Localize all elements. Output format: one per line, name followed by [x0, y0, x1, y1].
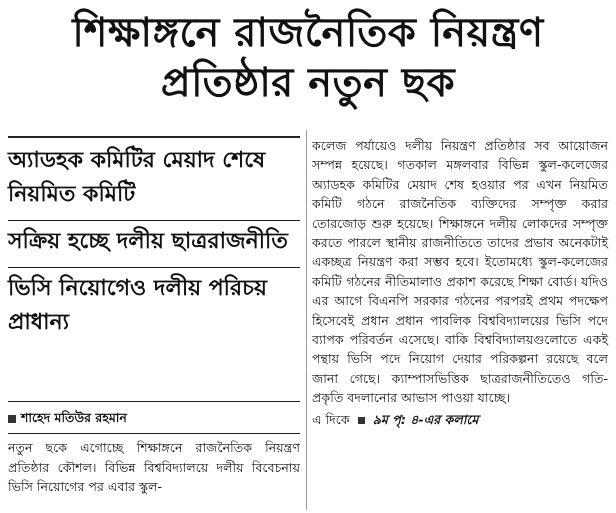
body-paragraph: কলেজ পর্যায়েও দলীয় নিয়ন্ত্রণ প্রতিষ্ঠার সব আয়োজন সম্পন্ন হয়েছে। গতকাল মঙ্গলবার বিভিন্ন স্কুল-কলেজের অ্যাডহক কমিটির মেয়াদ শেষ হওয়ার পর এখন নিয়মিত কমিটি গঠনে রাজনৈতিক ব্যক্তিদের সম্পৃক্ত করার তোরজোড় শুরু হয়েছে। শিক্ষাঙ্গনে দলীয় লোকদের সম্পৃক্ত করতে পারলে স্থানীয় রাজনীতিতে তাদের প্রভাব অনেকটাই একচ্ছত্র নিয়ন্ত্রণ করা সম্ভব হবে। ইতোমধ্যে স্কুল-কলেজের কমিটি গঠনের নীতিমালাও প্রকাশ করেছে শিক্ষা বোর্ড। যদিও এর আগে বিএনপি সরকার গঠনের পরপরই প্রথম পদক্ষেপ হিসেবেই প্রধান প্রধান পাবলিক বিশ্ববিদ্যালয়ের ভিসি পদে ব্যাপক পরিবর্তন এসেছে। বাকি বিশ্ববিদ্যালয়গুলোতে একই পন্থায় ভিসি পদে নিয়োগ দেয়ার পরিকল্পনা রয়েছে বলে জানা গেছে। ক্যাম্পাসভিত্তিক ছাত্ররাজনীতিতেও গতি-প্রকৃতি বদলানোর আভাস পাওয়া যাচ্ছে। [312, 138, 608, 406]
square-bullet-icon [8, 415, 16, 423]
square-bullet-icon [358, 417, 365, 424]
column-divider [306, 130, 307, 510]
headline-line-1: শিক্ষাঙ্গনে রাজনৈতিক নিয়ন্ত্রণ [72, 10, 544, 56]
headline [0, 8, 616, 108]
subhead-2: সক্রিয় হচ্ছে দলীয় ছাত্ররাজনীতি [8, 221, 300, 268]
continuation-prefix: এ দিকে [312, 411, 350, 427]
lede-paragraph: নতুন ছকে এগোচ্ছে শিক্ষাঙ্গনে রাজনৈতিক নিয়ন্ত্রণ প্রতিষ্ঠার কৌশল। বিভিন্ন বিশ্ববিদ্যালয়ে দলীয় বিবেচনায় ভিসি নিয়োগের পর এবার স্কুল- [8, 433, 300, 497]
subhead-3: ভিসি নিয়োগেও দলীয় পরিচয় প্রাধান্য [8, 276, 267, 335]
continuation-line [312, 410, 608, 429]
byline [8, 401, 300, 430]
byline-author: শাহেদ মতিউর রহমান [21, 410, 127, 425]
subhead-1: অ্যাডহক কমিটির মেয়াদ শেষে নিয়মিত কমিটি [8, 136, 300, 221]
headline-line-2: প্রতিষ্ঠার নতুন ছক [160, 60, 456, 106]
left-column [8, 136, 300, 348]
right-column [312, 136, 608, 429]
continuation-ref[interactable]: ৯ম পৃ: ৪-এর কলামে [372, 411, 479, 427]
